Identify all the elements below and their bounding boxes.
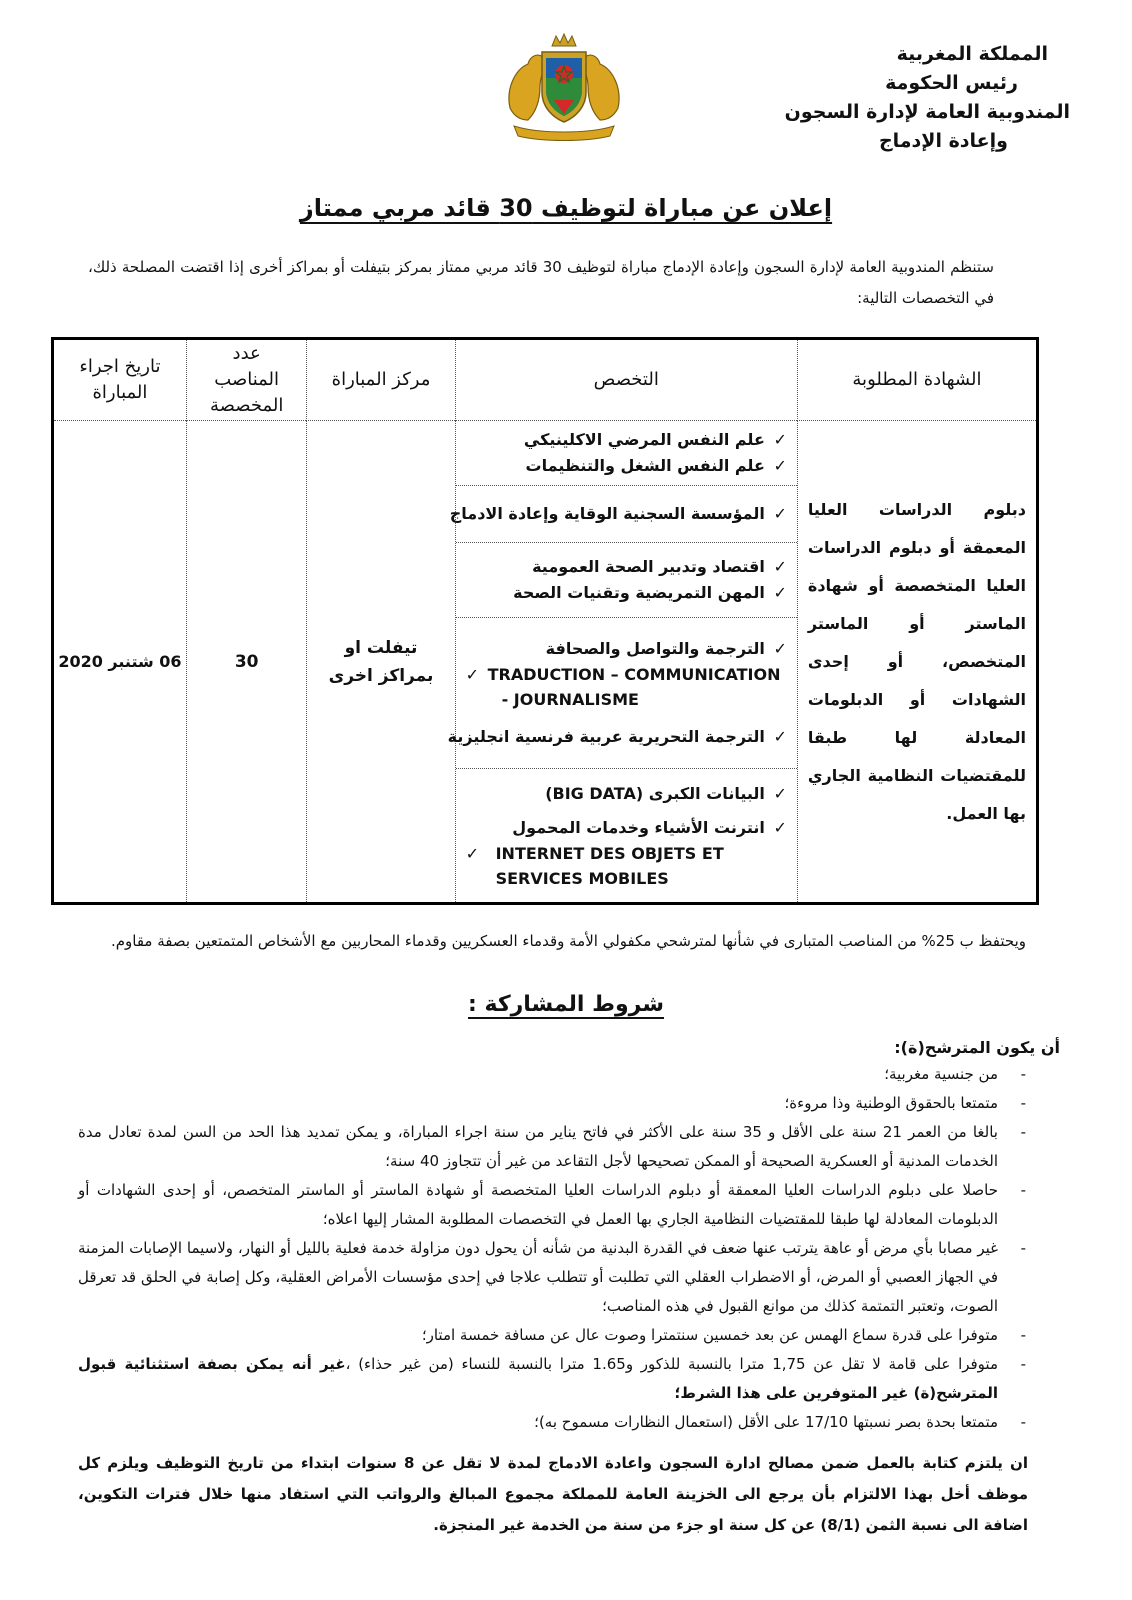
specialty-group-psychology [456, 421, 797, 486]
reserve-note: ويحتفظ ب 25% من المناصب المتبارى في شأنها لمترشحي مكفولي الأمة وقدماء العسكريين وقدماء المحاربين مع الأشخاص المتمتعين بصفة مقاوم. [110, 932, 1026, 950]
specialty-group-prison [449, 486, 797, 543]
check-icon: ✓ [773, 727, 787, 746]
check-icon: ✓ [465, 665, 479, 684]
list-item: ✓ TRADUCTION – COMMUNICATION [466, 662, 787, 687]
list-item: ✓انترنت الأشياء وخدمات المحمول [466, 815, 787, 841]
list-item: ✓الترجمة والتواصل والصحافة [466, 636, 787, 662]
announcement-title-text: إعلان عن مباراة لتوظيف 30 قائد مربي ممتاز [299, 194, 833, 222]
letterhead-line-reintegration: وإعادة الإدماج [878, 130, 1008, 152]
list-item: ✓علم النفس المرضي الاكلينيكي [466, 427, 787, 453]
list-item: - متوفرا على قدرة سماع الهمس عن بعد خمسين سنتمترا وصوت عال عن مسافة خمسة امتار؛ [78, 1321, 1028, 1350]
list-item-continuation: - JOURNALISME [501, 690, 639, 709]
date-cell: 06 شتنبر 2020 [53, 421, 187, 904]
conditions-list [78, 1060, 1028, 1437]
conditions-intro: أن يكون المترشح(ة): [894, 1038, 1060, 1057]
list-item: ✓البيانات الكبرى (BIG DATA) [466, 781, 787, 807]
list-item: - غير مصابا بأي مرض أو عاهة يترتب عنها ضعف في القدرة البدنية من شأنه أن يحول دون مزاولة خدمة فعلية بالليل أو النهار، ولاسيما الإصابات المزمنة في الجهاز العصبي أو المرض، أو الاضطراب العقلي التي تطلبت أو تتطلب علاجا في إحدى مؤسسات الأمراض العقلية، وكل إصابة في الحلق قد تعرقل الصوت، وتعتبر التمتمة كذلك من موانع القبول في هذه المناصب؛ [78, 1234, 1028, 1321]
conditions-title [0, 992, 1132, 1017]
letterhead-line-kingdom: المملكة المغربية [896, 43, 1048, 65]
list-item: ✓اقتصاد وتدبير الصحة العمومية [466, 554, 787, 580]
list-item: ✓المهن التمريضية وتقنيات الصحة [466, 580, 787, 606]
header-center: مركز المباراة [307, 339, 455, 421]
degree-cell: دبلوم الدراسات العليا المعمقة أو دبلوم الدراسات العليا المتخصصة أو شهادة الماستر أو الماستر المتخصص، أو إحدى الشهادات أو الدبلومات المعادلة لها طبقا للمقتضيات النظامية الجاري بها العمل. [797, 421, 1037, 904]
table-row [53, 421, 1038, 904]
header-specialty: التخصص [455, 339, 797, 421]
list-item: ✓الترجمة التحريرية عربية فرنسية انجليزية [466, 724, 787, 750]
positions-table [51, 337, 1039, 905]
letterhead [785, 40, 1070, 156]
header-date: تاريخ اجراء المباراة [53, 339, 187, 421]
intro-paragraph: ستنظم المندوبية العامة لإدارة السجون وإعادة الإدماج مباراة لتوظيف 30 قائد مربي ممتاز بمركز بتيفلت أو بمراكز أخرى إذا اقتضت المصلحة ذلك، في التخصصات التالية: [88, 258, 994, 307]
check-icon: ✓ [773, 783, 787, 803]
specialty-group-data [456, 769, 797, 902]
list-item: - حاصلا على دبلوم الدراسات العليا المعمقة أو دبلوم الدراسات العليا المتخصصة أو شهادة الماستر أو الماستر المتخصص، أو إحدى الشهادات أو الدبلومات المعادلة لها طبقا للمقتضيات النظامية الجاري بها العمل في التخصصات المطلوبة المشار إليها اعلاه؛ [78, 1176, 1028, 1234]
condition-height-text: متوفرا على قامة لا تقل عن 1,75 مترا بالنسبة للذكور و1.65 مترا بالنسبة للنساء (من غير حذاء) ، [345, 1355, 998, 1373]
coat-of-arms-icon [500, 30, 628, 142]
letterhead-line-delegation: المندوبية العامة لإدارة السجون [784, 101, 1070, 123]
check-icon: ✓ [773, 456, 787, 475]
specialty-groups [447, 421, 797, 902]
check-icon: ✓ [773, 817, 787, 837]
header-degree: الشهادة المطلوبة [797, 339, 1037, 421]
check-icon: ✓ [773, 583, 787, 602]
header-positions: عدد المناصب المخصصة [186, 339, 307, 421]
table-header-row [53, 339, 1038, 421]
positions-cell: 30 [186, 421, 307, 904]
list-item: - متمتعا بحدة بصر نسبتها 17/10 على الأقل (استعمال النظارات مسموح به)؛ [78, 1408, 1028, 1437]
list-item: - بالغا من العمر 21 سنة على الأقل و 35 سنة على الأكثر في فاتح يناير من سنة اجراء المباراة، و يمكن تمديد هذا الحد من السن لمدة تعادل مدة الخدمات المدنية أو العسكرية الصحيحة أو الممكن تصحيحها لأجل التقاعد من غير أن تتجاوز 40 سنة؛ [78, 1118, 1028, 1176]
check-icon: ✓ [465, 843, 479, 863]
list-item: ✓علم النفس الشغل والتنظيمات [466, 453, 787, 479]
list-item: - متمتعا بالحقوق الوطنية وذا مروءة؛ [78, 1089, 1028, 1118]
check-icon: ✓ [773, 504, 787, 523]
list-item [78, 1350, 1028, 1408]
center-cell: تيفلت او بمراكز اخرى [307, 421, 455, 904]
letterhead-line-head-of-government: رئيس الحكومة [885, 72, 1018, 94]
specialty-cell [447, 421, 797, 904]
specialty-group-health [456, 543, 797, 618]
check-icon: ✓ [773, 557, 787, 576]
announcement-title [0, 194, 1132, 222]
list-item: - من جنسية مغربية؛ [78, 1060, 1028, 1089]
check-icon: ✓ [773, 430, 787, 449]
check-icon: ✓ [773, 639, 787, 658]
list-item-continuation: SERVICES MOBILES [495, 868, 669, 888]
commitment-paragraph: ان يلتزم كتابة بالعمل ضمن مصالح ادارة السجون واعادة الادماج لمدة لا تقل عن 8 سنوات ابتداء من تاريخ التوظيف ويلزم كل موظف أخل بهذا الالتزام بأن يرجع الى الخزينة العامة للمملكة مجموع المبالغ والرواتب التي استفاد منها خلال فترات التكوين، اضافة الى نسبة الثمن (8/1) عن كل سنة او جزء من سنة من الخدمة غير المنجزة. [78, 1454, 1028, 1534]
list-item: ✓المؤسسة السجنية الوقاية وإعادة الادماج [466, 501, 787, 527]
condition-height-exception: غير أنه يمكن بصفة استثنائية قبول المترشح(ة) غير المتوفرين على هذا الشرط؛ [78, 1355, 998, 1402]
list-item: ✓ INTERNET DES OBJETS ET [466, 841, 787, 866]
specialty-group-translation [447, 618, 797, 769]
conditions-title-text: شروط المشاركة : [468, 992, 664, 1017]
